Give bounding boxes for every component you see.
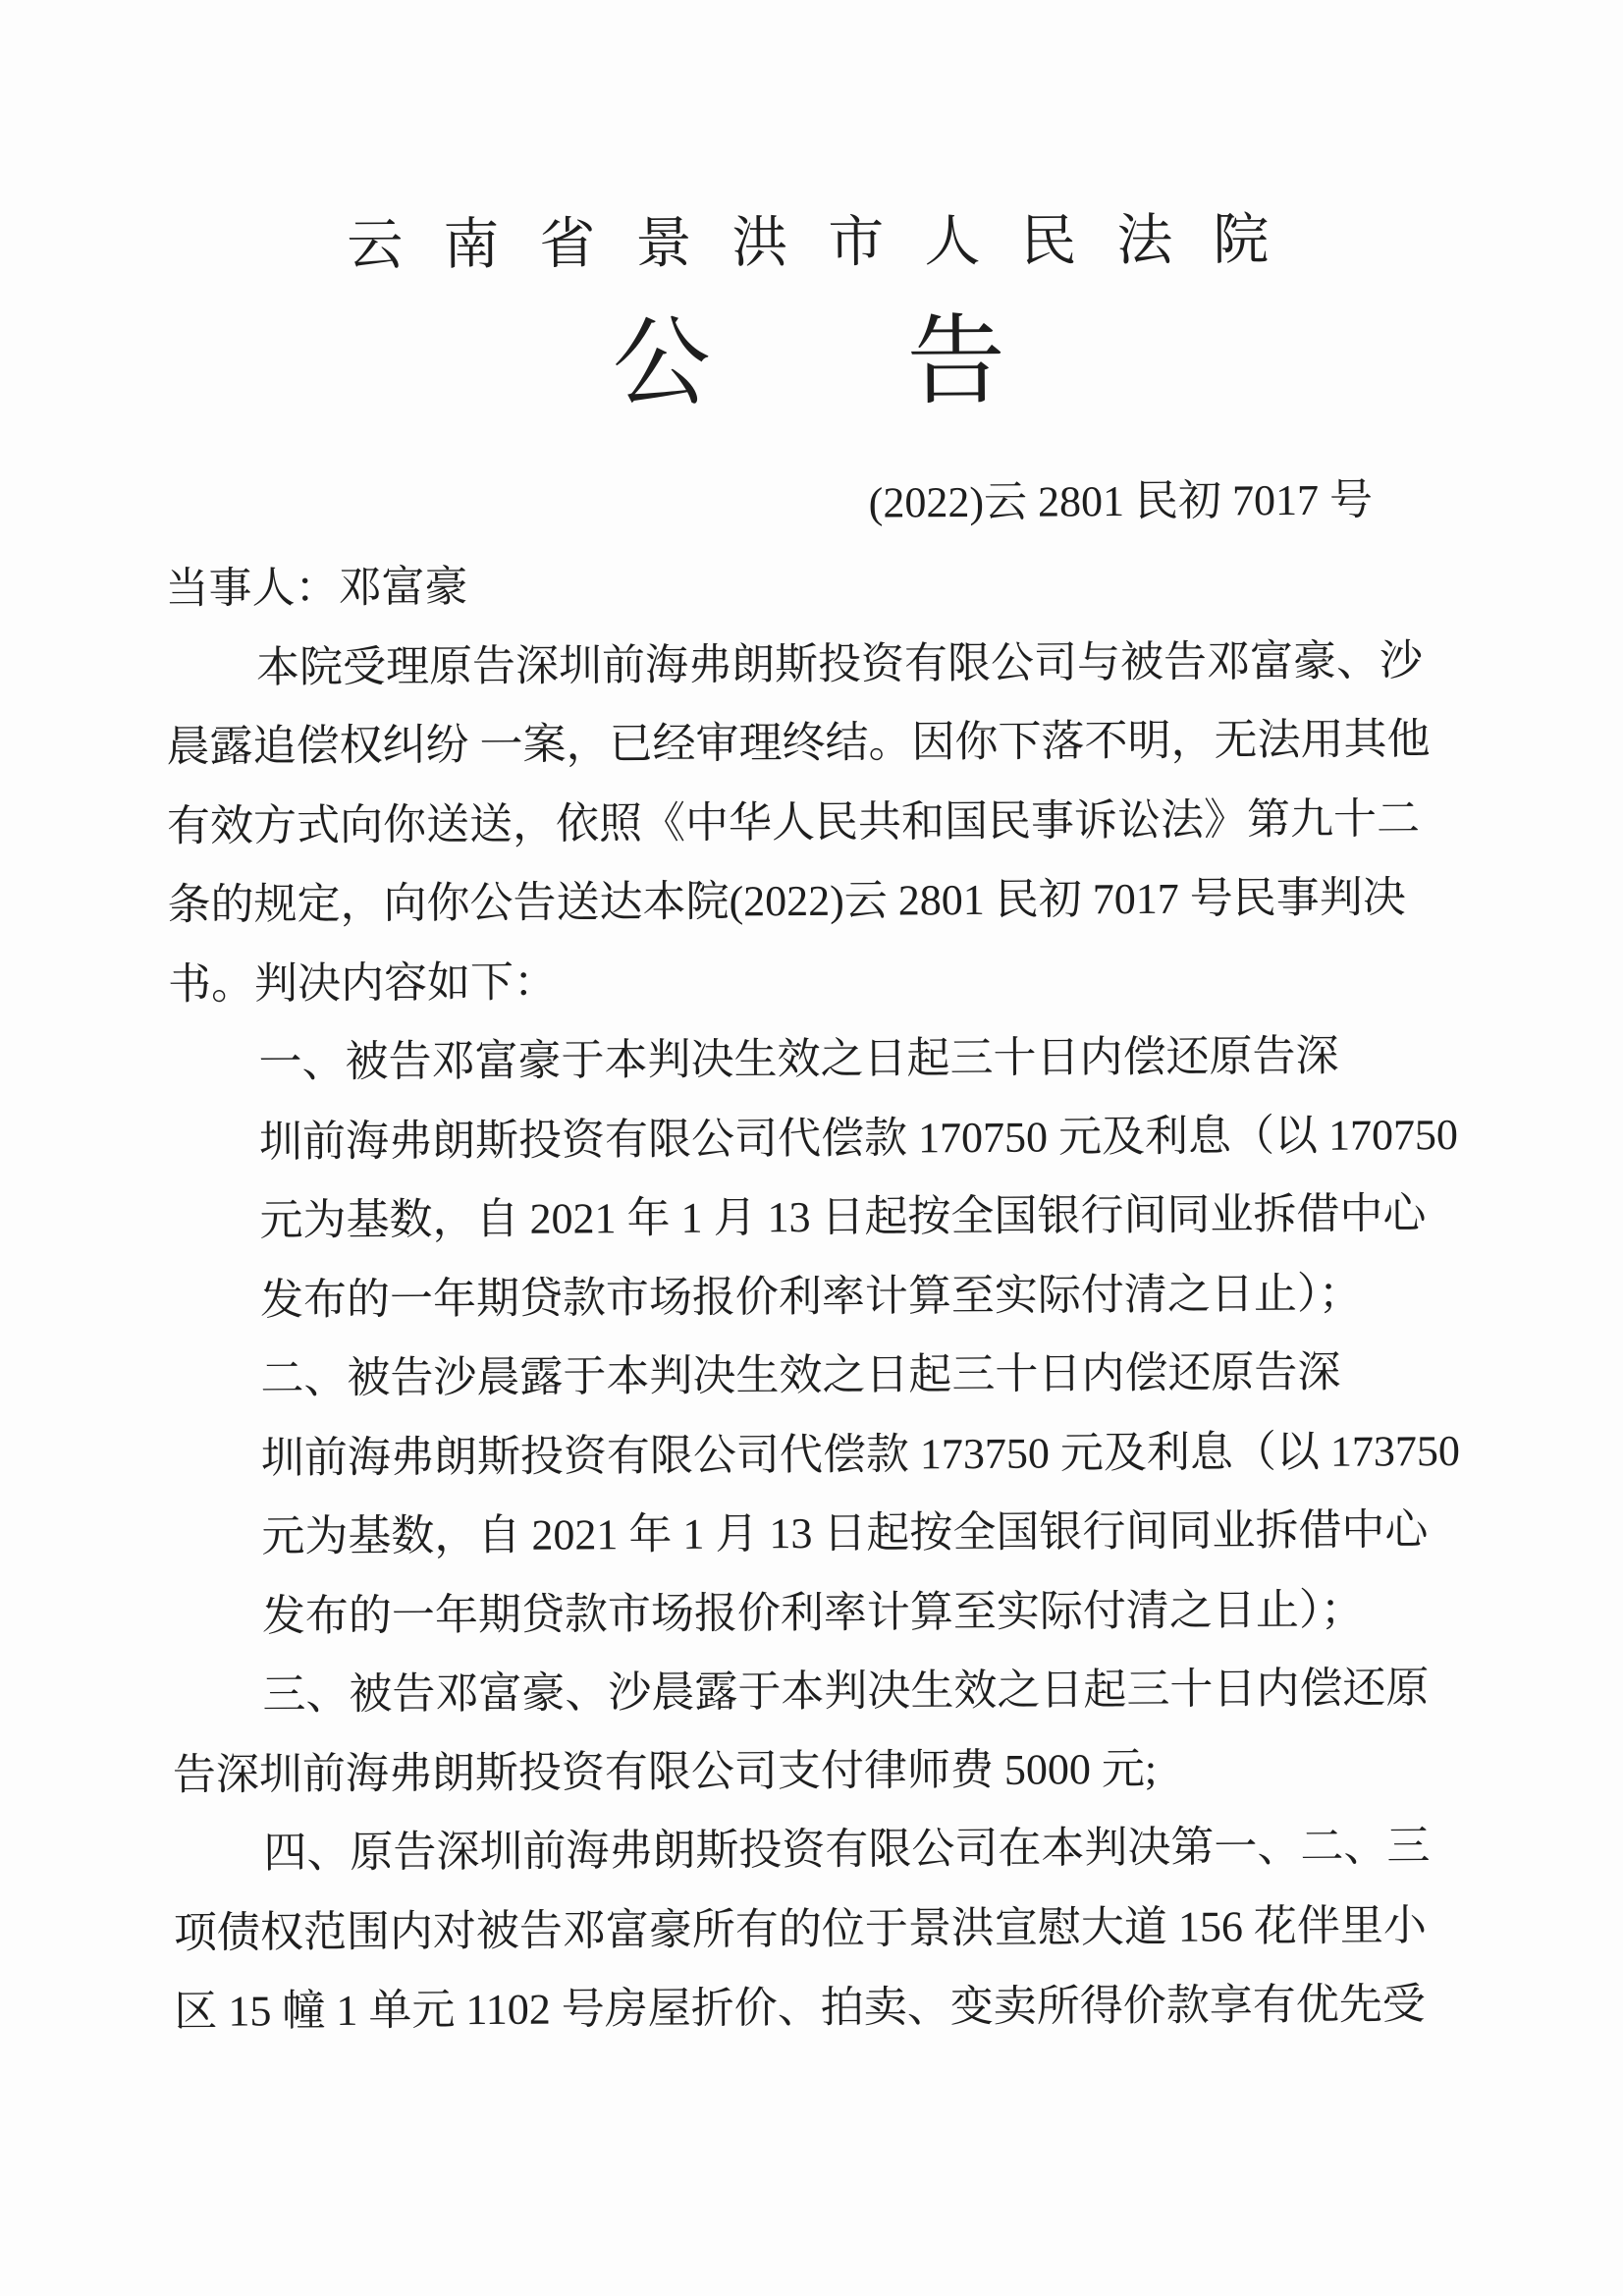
judgment-line: 圳前海弗朗斯投资有限公司代偿款 173750 元及利息（以 173750 xyxy=(260,1426,1461,1482)
judgment-line: 元为基数，自 2021 年 1 月 13 日起按全国银行间同业拆借中心 xyxy=(259,1189,1427,1245)
intro-line: 有效方式向你送送，依照《中华人民共和国民事诉讼法》第九十二 xyxy=(166,793,1421,850)
intro-line: 书。判决内容如下： xyxy=(167,957,558,1009)
intro-line: 晨露追偿权纠纷 一案，已经审理终结。因你下落不明，无法用其他 xyxy=(166,715,1431,772)
judgment-line: 告深圳前海弗朗斯投资有限公司支付律师费 5000 元; xyxy=(172,1744,1158,1799)
judgment-line: 四、原告深圳前海弗朗斯投资有限公司在本判决第一、二、三 xyxy=(263,1822,1431,1878)
judgment-item-3 xyxy=(172,1649,1433,1815)
intro-line: 本院受理原告深圳前海弗朗斯投资有限公司与被告邓富豪、沙 xyxy=(255,635,1424,691)
judgment-line: 二、被告沙晨露于本判决生效之日起三十日内偿还原告深 xyxy=(260,1347,1341,1403)
judgment-line: 发布的一年期贷款市场报价利率计算至实际付清之日止）； xyxy=(259,1269,1363,1324)
intro-line: 条的规定，向你公告送达本院(2022)云 2801 民初 7017 号民事判决 xyxy=(167,873,1406,930)
judgment-line: 圳前海弗朗斯投资有限公司代偿款 170750 元及利息（以 170750 xyxy=(258,1110,1459,1166)
judgment-item-1 xyxy=(168,1016,1459,1340)
judgment-line: 区 15 幢 1 单元 1102 号房屋折价、拍卖、变卖所得价款享有优先受 xyxy=(174,1980,1426,2036)
judgment-item-4 xyxy=(173,1807,1434,2051)
party-line: 当事人：邓富豪 xyxy=(165,563,468,614)
case-number: (2022)云 2801 民初 7017 号 xyxy=(868,475,1374,527)
court-name-title: 云南省景洪市人民法院 xyxy=(347,208,1310,277)
judgment-line: 项债权范围内对被告邓富豪所有的位于景洪宣慰大道 156 花伴里小 xyxy=(173,1900,1428,1957)
judgment-line: 元为基数，自 2021 年 1 月 13 日起按全国银行间同业拆借中心 xyxy=(261,1505,1429,1561)
judgment-line: 三、被告邓富豪、沙晨露于本判决生效之日起三十日内偿还原 xyxy=(262,1664,1430,1720)
judgment-item-2 xyxy=(170,1333,1461,1657)
judgment-line: 发布的一年期贷款市场报价利率计算至实际付清之日止）； xyxy=(261,1585,1365,1640)
document-body xyxy=(0,541,1623,2053)
judgment-line: 一、被告邓富豪于本判决生效之日起三十日内偿还原告深 xyxy=(258,1031,1339,1087)
announcement-title: 公 告 xyxy=(612,306,1005,419)
intro-paragraph xyxy=(166,622,1431,1024)
